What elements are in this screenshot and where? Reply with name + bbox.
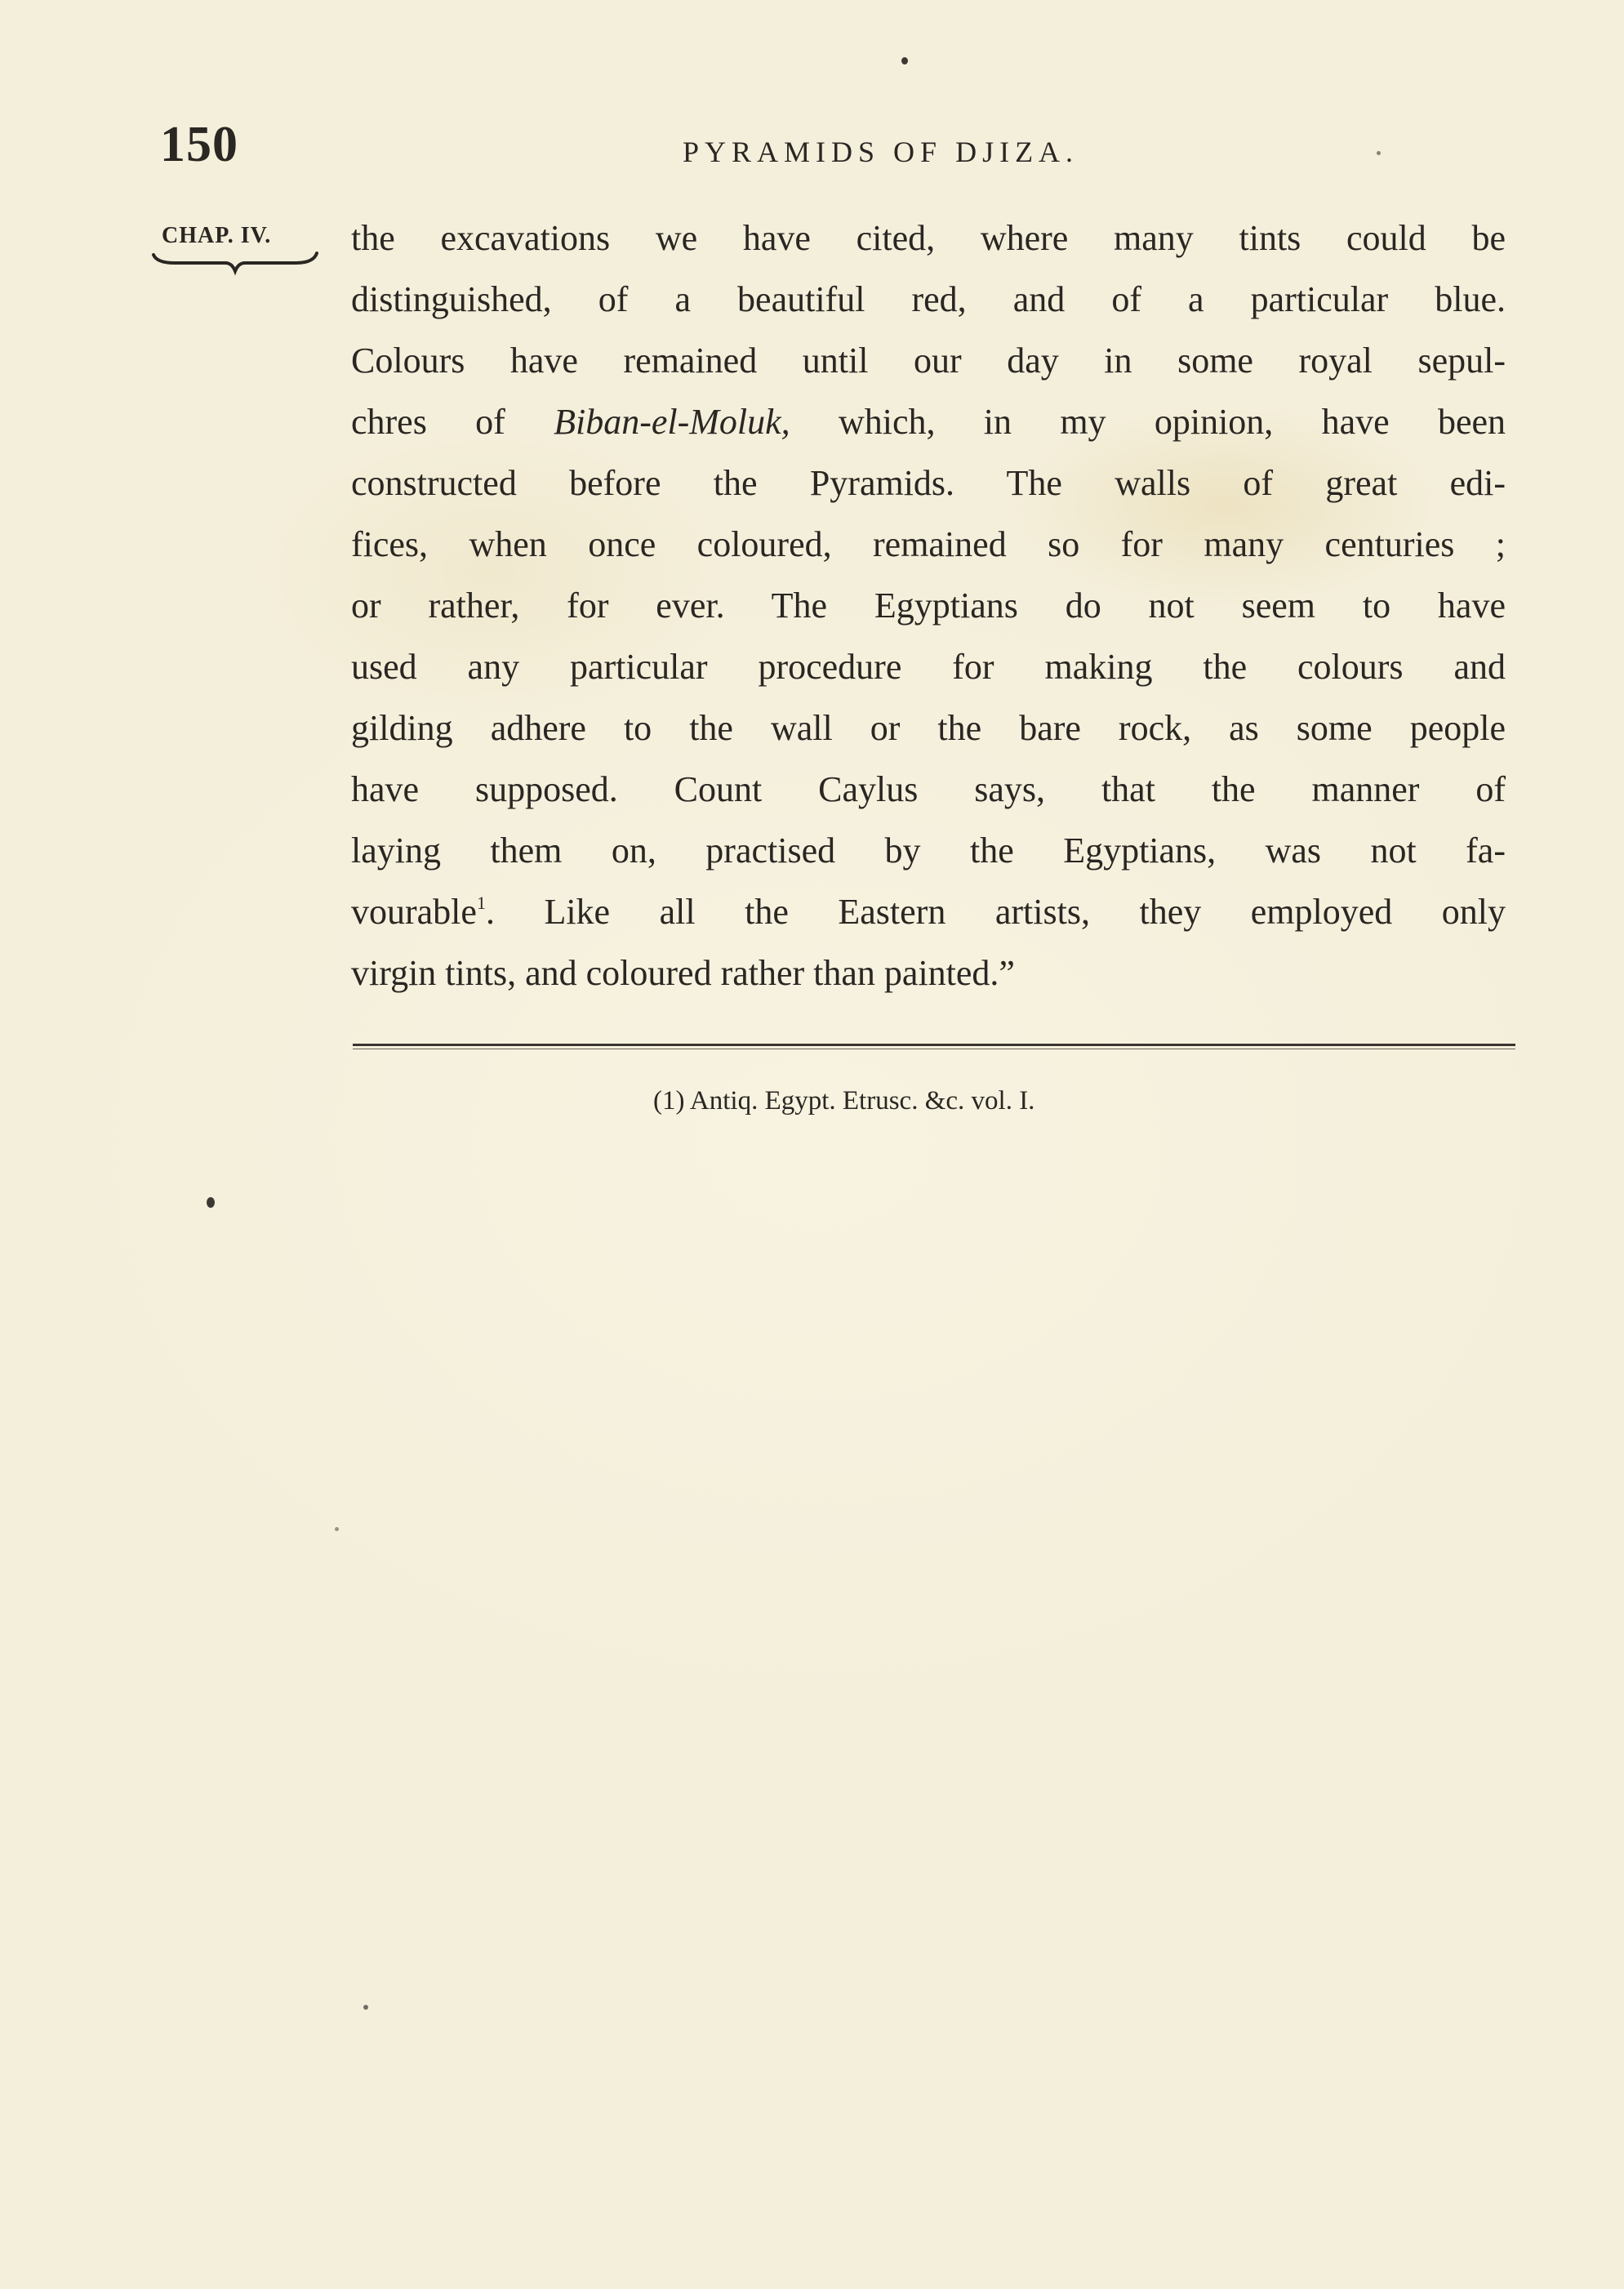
- text-line: [351, 391, 1506, 452]
- text-line: fices, when once coloured, remained so for many centuries ;: [351, 524, 1506, 564]
- ink-speck: [901, 57, 908, 65]
- main-text-block: [351, 207, 1506, 1004]
- text-line: laying them on, practised by the Egyptians, was not fa-: [351, 831, 1506, 871]
- text-line: used any particular procedure for making the colours and: [351, 647, 1506, 687]
- italic-place-name: Biban-el-Moluk,: [554, 402, 790, 442]
- page-number: 150: [160, 117, 238, 172]
- text-fragment: which, in my opinion, have been: [790, 402, 1506, 442]
- text-line: distinguished, of a beautiful red, and of a particular blue.: [351, 279, 1506, 319]
- text-fragment: . Like all the Eastern artists, they employed only: [485, 892, 1506, 932]
- text-line: the excavations we have cited, where many tints could be: [351, 218, 1506, 258]
- chapter-marginal-label: CHAP. IV.: [162, 223, 272, 248]
- ink-speck: [1377, 151, 1381, 155]
- text-line: constructed before the Pyramids. The walls of great edi-: [351, 463, 1506, 503]
- text-line: Colours have remained until our day in some royal sepul-: [351, 341, 1506, 381]
- footnote: (1) Antiq. Egypt. Etrusc. &c. vol. I.: [653, 1086, 1035, 1116]
- chapter-brace-ornament: [150, 250, 318, 283]
- footnote-reference: 1: [476, 893, 486, 913]
- running-title: PYRAMIDS OF DJIZA.: [683, 136, 1079, 168]
- text-line: or rather, for ever. The Egyptians do not seem to have: [351, 586, 1506, 626]
- text-line: gilding adhere to the wall or the bare rock, as some people: [351, 708, 1506, 748]
- text-fragment: chres of: [351, 402, 554, 442]
- text-line: have supposed. Count Caylus says, that the manner of: [351, 769, 1506, 809]
- text-line: [351, 881, 1506, 942]
- text-line: virgin tints, and coloured rather than painted.”: [351, 953, 1015, 993]
- footnote-separator-rule: [353, 1044, 1515, 1046]
- ink-speck: [207, 1197, 215, 1208]
- text-fragment: vourable: [351, 892, 477, 932]
- ink-speck: [363, 2005, 368, 2010]
- ink-speck: [335, 1527, 339, 1531]
